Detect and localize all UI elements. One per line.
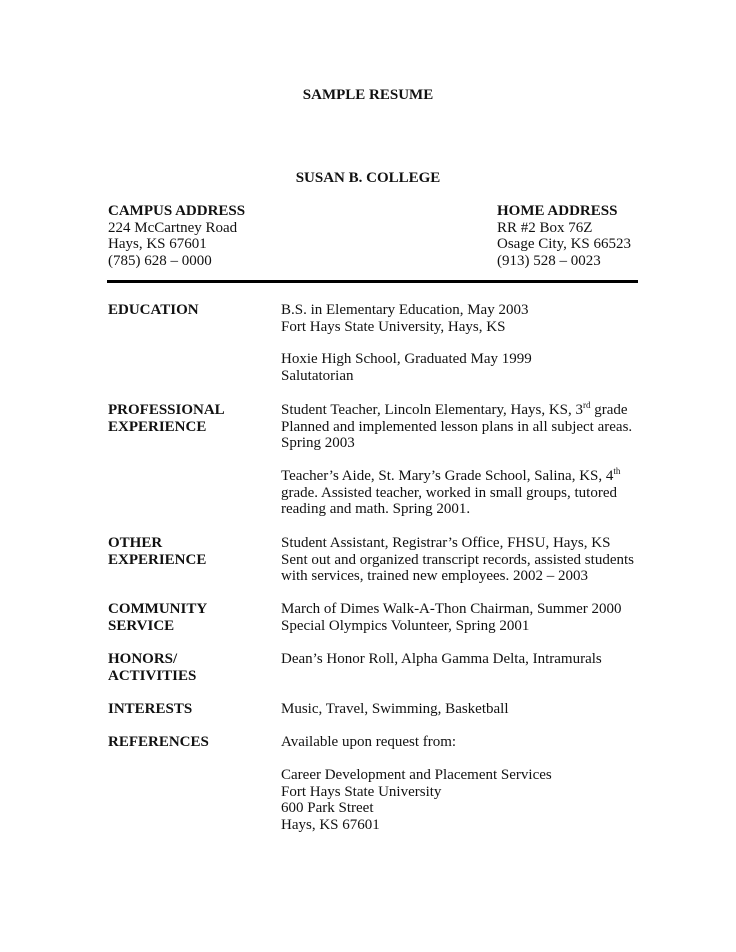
section-label-professional-experience	[108, 402, 225, 435]
label-line: EDUCATION	[108, 302, 199, 318]
section-label-honors-activities	[108, 651, 196, 684]
entry-line: Available upon request from:	[281, 734, 457, 750]
entry-line: Special Olympics Volunteer, Spring 2001	[281, 617, 530, 634]
honors-entry	[281, 651, 602, 668]
section-label-interests	[108, 701, 192, 718]
home-address-heading: HOME ADDRESS	[497, 203, 618, 219]
section-label-education	[108, 302, 199, 319]
campus-address-line: Hays, KS 67601	[108, 236, 207, 253]
entry-line: Salutatorian	[281, 367, 354, 384]
education-entry	[281, 351, 532, 384]
label-line: PROFESSIONAL	[108, 402, 225, 418]
home-phone: (913) 528 – 0023	[497, 252, 601, 269]
entry-line: with services, trained new employees. 2002 – 2003	[281, 568, 589, 585]
other-experience-entry	[281, 535, 634, 585]
experience-entry	[281, 468, 620, 518]
label-line: SERVICE	[108, 617, 175, 634]
campus-address	[108, 203, 245, 269]
text: grade	[590, 402, 628, 418]
entry-line: Dean’s Honor Roll, Alpha Gamma Delta, Intramurals	[281, 651, 602, 667]
entry-line: Planned and implemented lesson plans in all subject areas.	[281, 418, 633, 435]
entry-line: 600 Park Street	[281, 800, 374, 817]
entry-line: Career Development and Placement Services	[281, 767, 552, 783]
entry-line: Spring 2003	[281, 435, 355, 452]
header-divider	[107, 280, 638, 283]
label-line: EXPERIENCE	[108, 418, 207, 435]
entry-line: Student Assistant, Registrar’s Office, FHSU, Hays, KS	[281, 535, 611, 551]
ordinal-suffix: th	[613, 466, 621, 476]
label-line: REFERENCES	[108, 734, 209, 750]
section-label-other-experience	[108, 535, 206, 568]
entry-line: Hays, KS 67601	[281, 816, 380, 833]
campus-address-heading: CAMPUS ADDRESS	[108, 203, 246, 219]
text: Teacher’s Aide, St. Mary’s Grade School, Salina, KS, 4	[281, 468, 614, 484]
entry-line	[281, 402, 632, 419]
text: Student Teacher, Lincoln Elementary, Hays, KS, 3	[281, 402, 584, 418]
home-address	[497, 203, 631, 269]
interests-entry	[281, 701, 509, 718]
home-address-line: RR #2 Box 76Z	[497, 219, 593, 236]
campus-address-line: 224 McCartney Road	[108, 219, 238, 236]
education-entry	[281, 302, 528, 335]
entry-line: B.S. in Elementary Education, May 2003	[281, 302, 529, 318]
ordinal-suffix: rd	[583, 400, 591, 410]
section-label-community-service	[108, 601, 207, 634]
label-line: INTERESTS	[108, 701, 193, 717]
label-line: COMMUNITY	[108, 601, 208, 617]
document-title: SAMPLE RESUME	[302, 87, 434, 103]
references-intro	[281, 734, 456, 751]
label-line: HONORS/	[108, 651, 178, 667]
label-line: EXPERIENCE	[108, 551, 207, 568]
campus-phone: (785) 628 – 0000	[108, 252, 212, 269]
references-contact	[281, 767, 552, 833]
experience-entry	[281, 402, 632, 452]
entry-line	[281, 468, 620, 485]
label-line: OTHER	[108, 535, 163, 551]
entry-line: Music, Travel, Swimming, Basketball	[281, 701, 509, 717]
entry-line: March of Dimes Walk-A-Thon Chairman, Summer 2000	[281, 601, 622, 617]
home-address-line: Osage City, KS 66523	[497, 236, 632, 253]
entry-line: Sent out and organized transcript records, assisted students	[281, 551, 634, 568]
applicant-name: SUSAN B. COLLEGE	[295, 170, 441, 186]
entry-line: reading and math. Spring 2001.	[281, 501, 471, 518]
label-line: ACTIVITIES	[108, 667, 197, 684]
entry-line: Hoxie High School, Graduated May 1999	[281, 351, 532, 367]
section-label-references	[108, 734, 209, 751]
entry-line: Fort Hays State University	[281, 783, 442, 800]
entry-line: grade. Assisted teacher, worked in small groups, tutored	[281, 484, 617, 501]
entry-line: Fort Hays State University, Hays, KS	[281, 318, 506, 335]
community-entry	[281, 601, 622, 634]
